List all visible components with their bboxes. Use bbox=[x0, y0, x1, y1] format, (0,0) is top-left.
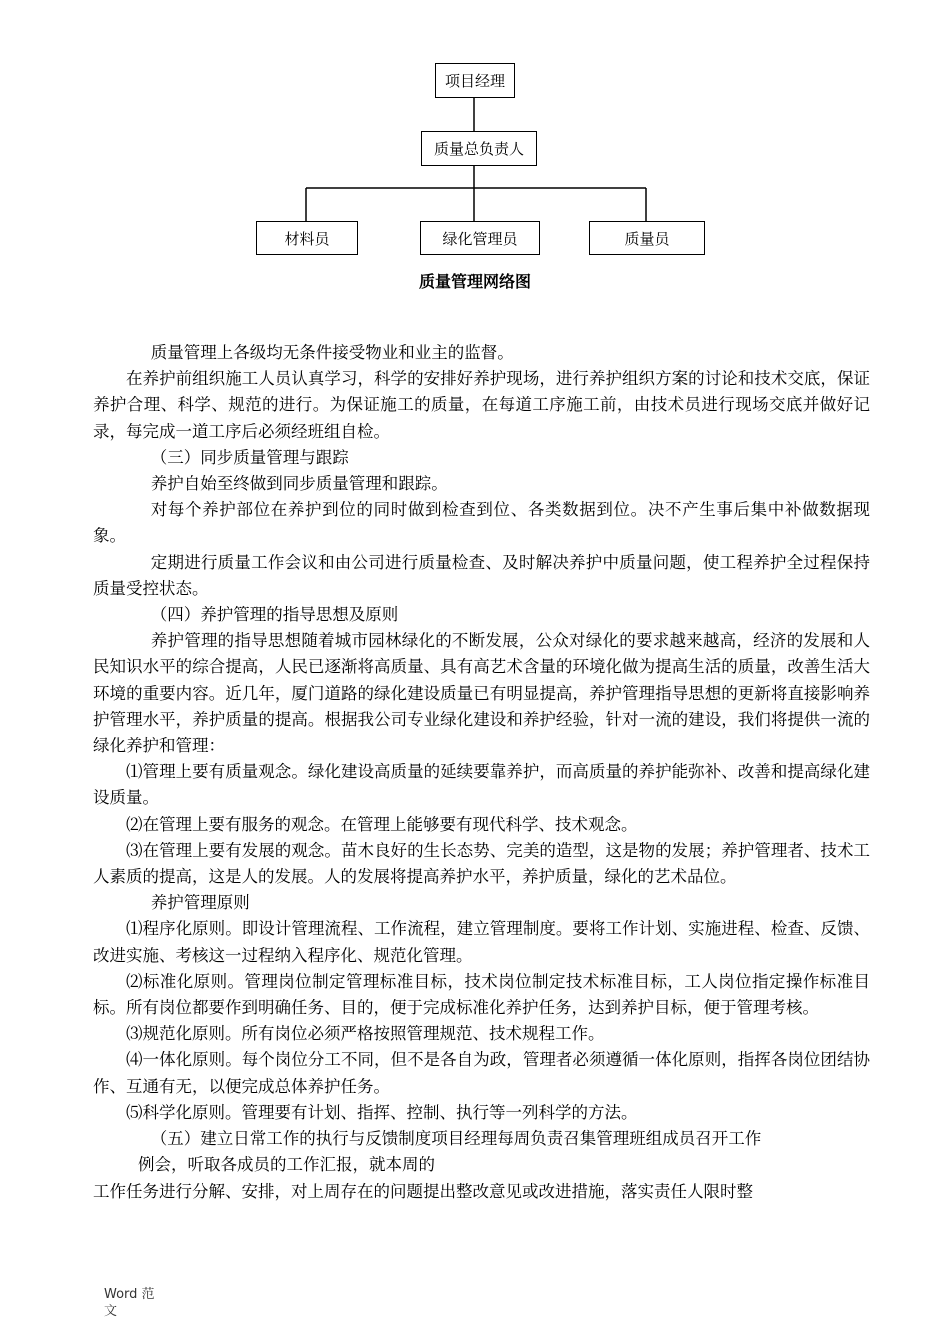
list-item: ⑴管理上要有质量观念。绿化建设高质量的延续要靠养护，而高质量的养护能弥补、改善和提高绿化建设质量。 bbox=[93, 762, 870, 808]
section-heading: （四）养护管理的指导思想及原则 bbox=[150, 605, 399, 625]
org-box-quality-officer: 质量员 bbox=[589, 221, 705, 255]
subheading: 养护管理原则 bbox=[150, 893, 250, 913]
footer-line: Word 范 bbox=[104, 1287, 155, 1302]
list-item: ⑴程序化原则。即设计管理流程、工作流程，建立管理制度。要将工作计划、实施进程、检查、反馈、改进实施、考核这一过程纳入程序化、规范化管理。 bbox=[93, 919, 870, 965]
paragraph: 质量管理上各级均无条件接受物业和业主的监督。 bbox=[150, 343, 514, 362]
paragraph: 工作任务进行分解、安排，对上周存在的问题提出整改意见或改进措施，落实责任人限时整 bbox=[93, 1181, 753, 1201]
paragraph: 定期进行质量工作会议和由公司进行质量检查、及时解决养护中质量问题，使工程养护全过程保持质量受控状态。 bbox=[93, 552, 870, 598]
org-box-greening: 绿化管理员 bbox=[420, 221, 540, 255]
paragraph: 养护自始至终做到同步质量管理和跟踪。 bbox=[150, 474, 448, 494]
list-item: ⑵标准化原则。管理岗位制定管理标准目标，技术岗位制定技术标准目标，工人岗位指定操作标准目标。所有岗位都要作到明确任务、目的，便于完成标准化养护任务，达到养护目标，便于管理考核。 bbox=[93, 971, 870, 1018]
footer-line: 文 bbox=[104, 1304, 118, 1319]
footer-watermark bbox=[104, 1286, 164, 1320]
list-item: ⑶规范化原则。所有岗位必须严格按照管理规范、技术规程工作。 bbox=[126, 1024, 605, 1044]
list-item: ⑷一体化原则。每个岗位分工不同，但不是各自为政，管理者必须遵循一体化原则，指挥各岗位团结协作、互通有无，以便完成总体养护任务。 bbox=[93, 1050, 870, 1096]
document-body bbox=[93, 340, 870, 1205]
paragraph: 对每个养护部位在养护到位的同时做到检查到位、各类数据到位。决不产生事后集中补做数据现象。 bbox=[93, 500, 870, 546]
paragraph: 例会，听取各成员的工作汇报，就本周的 bbox=[138, 1155, 435, 1175]
section-heading: （五）建立日常工作的执行与反馈制度项目经理每周负责召集管理班组成员召开工作 bbox=[150, 1129, 762, 1149]
org-chart bbox=[0, 0, 950, 300]
paragraph: 养护管理的指导思想随着城市园林绿化的不断发展，公众对绿化的要求越来越高，经济的发展和人民知识水平的综合提高，人民已逐渐将高质量、具有高艺术含量的环境化做为提高生活的质量，改善生活大环境的重要内容。近几年，厦门道路的绿化建设质量已有明显提高，养护管理指导思想的更新将直接影响养护管理水平，养护质量的提高。根据我公司专业绿化建设和养护经验，针对一流的建设，我们将提供一流的绿化养护和管理： bbox=[93, 631, 870, 756]
org-box-project-manager: 项目经理 bbox=[435, 63, 515, 98]
list-item: ⑸科学化原则。管理要有计划、指挥、控制、执行等一列科学的方法。 bbox=[126, 1102, 638, 1122]
org-box-materials: 材料员 bbox=[256, 221, 358, 255]
list-item: ⑶在管理上要有发展的观念。苗木良好的生长态势、完美的造型，这是物的发展；养护管理者、技术工人素质的提高，这是人的发展。人的发展将提高养护水平，养护质量，绿化的艺术品位。 bbox=[93, 840, 870, 887]
section-heading: （三）同步质量管理与跟踪 bbox=[150, 447, 349, 467]
org-chart-caption: 质量管理网络图 bbox=[418, 272, 531, 291]
org-box-quality-lead: 质量总负责人 bbox=[421, 131, 537, 166]
list-item: ⑵在管理上要有服务的观念。在管理上能够要有现代科学、技术观念。 bbox=[126, 814, 638, 834]
paragraph: 在养护前组织施工人员认真学习，科学的安排好养护现场，进行养护组织方案的讨论和技术交底，保证养护合理、科学、规范的进行。为保证施工的质量，在每道工序施工前，由技术员进行现场交底并做好记录，每完成一道工序后必须经班组自检。 bbox=[93, 369, 870, 441]
